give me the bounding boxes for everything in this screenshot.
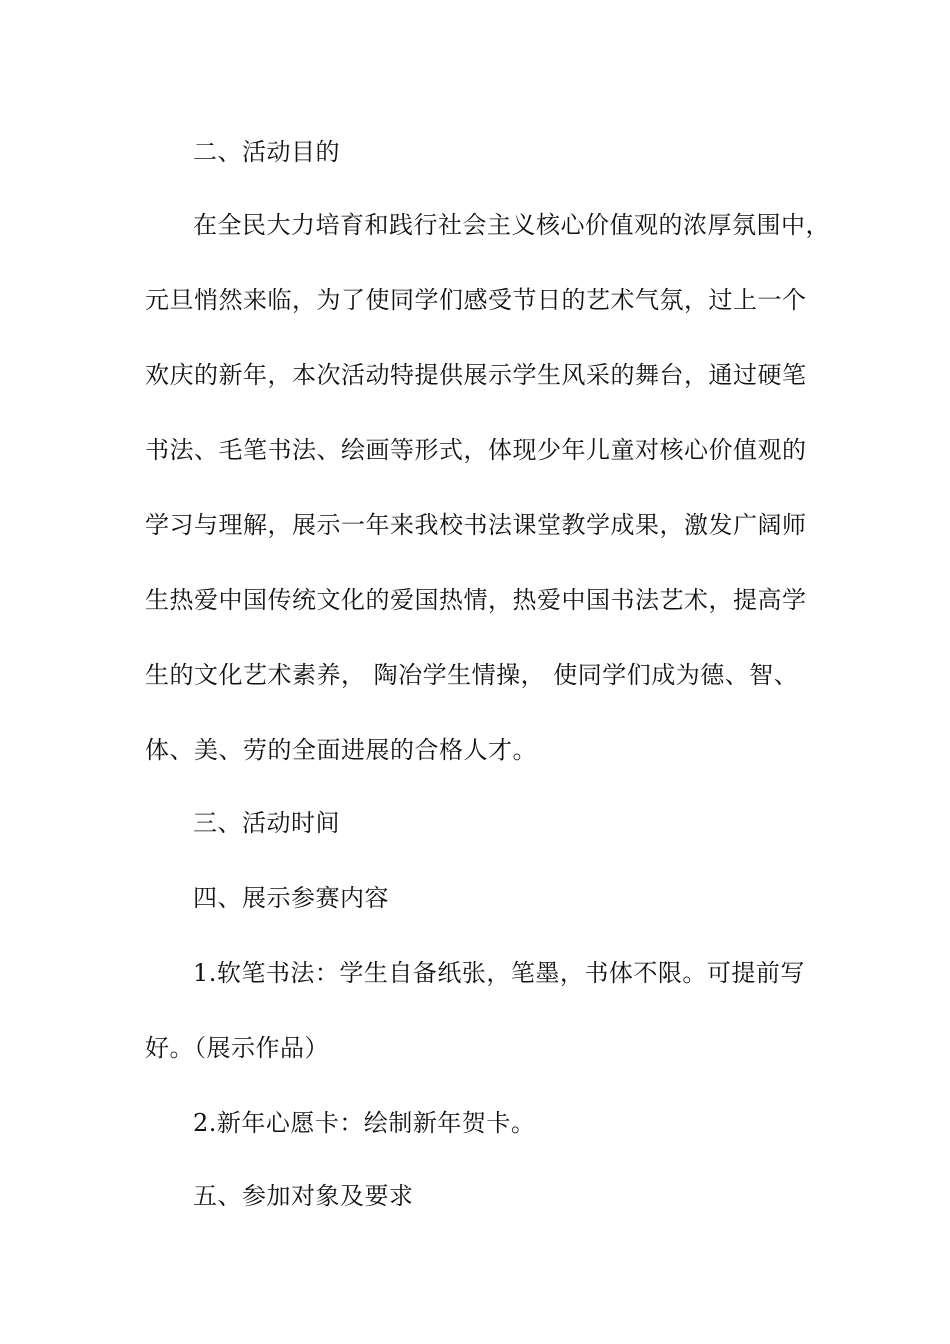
- paragraph-line: 元旦悄然来临，为了使同学们感受节日的艺术气氛，过上一个: [145, 286, 807, 314]
- list-item-calligraphy: 1.软笔书法：学生自备纸张，笔墨，书体不限。可提前写: [193, 959, 805, 987]
- paragraph-line: 体、美、劳的全面进展的合格人才。: [145, 736, 537, 764]
- paragraph-line: 生热爱中国传统文化的爱国热情，热爱中国书法艺术，提高学: [145, 586, 807, 614]
- paragraph-line: 学习与理解，展示一年来我校书法课堂教学成果，激发广阔师: [145, 511, 807, 539]
- list-item-wish-card: 2.新年心愿卡：绘制新年贺卡。: [193, 1109, 536, 1137]
- section-heading-time: 三、活动时间: [193, 809, 340, 837]
- section-heading-content: 四、展示参赛内容: [193, 884, 389, 912]
- paragraph-line: 在全民大力培育和践行社会主义核心价值观的浓厚氛围中，: [193, 211, 830, 239]
- list-item-calligraphy-continued: 好。（展示作品）: [145, 1034, 329, 1062]
- paragraph-line: 欢庆的新年，本次活动特提供展示学生风采的舞台，通过硬笔: [145, 361, 807, 389]
- paragraph-line: 生的文化艺术素养， 陶冶学生情操， 使同学们成为德、智、: [145, 661, 799, 689]
- section-heading-participants: 五、参加对象及要求: [193, 1182, 414, 1210]
- paragraph-line: 书法、毛笔书法、绘画等形式，体现少年儿童对核心价值观的: [145, 436, 807, 464]
- section-heading-purpose: 二、活动目的: [193, 138, 340, 166]
